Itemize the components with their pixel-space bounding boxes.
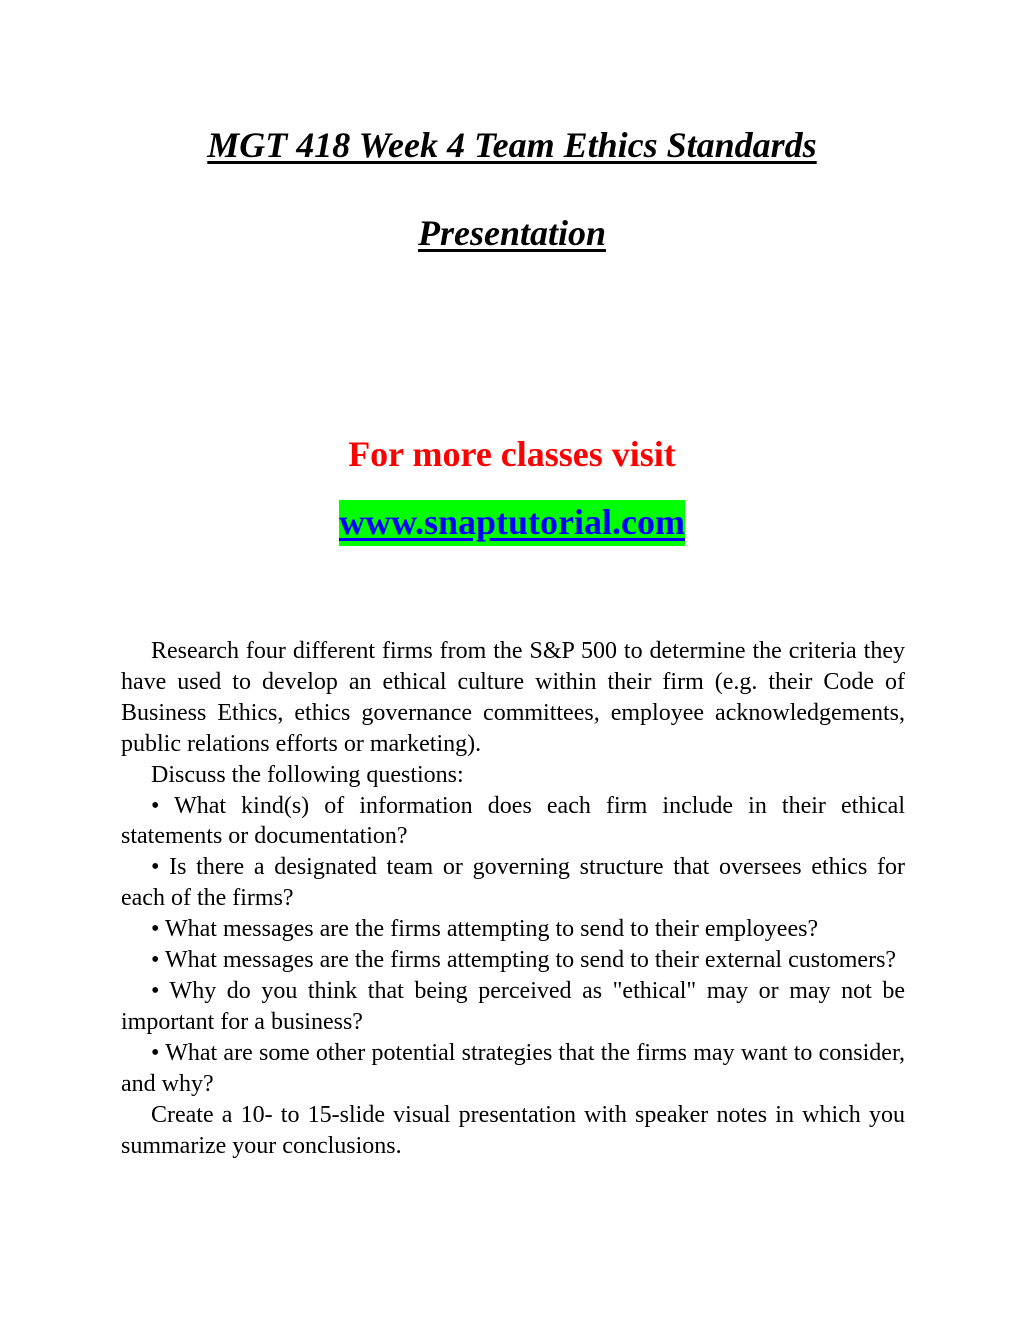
document-title-line-2: Presentation: [417, 213, 606, 253]
promo-text: For more classes visit: [348, 434, 676, 474]
question-item: • What kind(s) of information does each firm include in their ethical statements or documentation?: [121, 792, 905, 850]
assignment-body: [121, 636, 905, 1161]
paragraph-discuss: Discuss the following questions:: [151, 761, 464, 788]
question-item: • Why do you think that being perceived as "ethical" may or may not be important for a business?: [121, 977, 905, 1035]
paragraph-create: Create a 10- to 15-slide visual presentation with speaker notes in which you summarize your conclusions.: [121, 1101, 905, 1159]
paragraph-intro: Research four different firms from the S&P 500 to determine the criteria they have used to develop an ethical culture within their firm (e.g. their Code of Business Ethics, ethics governance committees, employee acknowledgements, public relations efforts or marketing).: [121, 638, 905, 757]
question-item: • What messages are the firms attempting to send to their employees?: [151, 916, 819, 943]
promo-link[interactable]: www.snaptutorial.com: [339, 500, 685, 546]
document-title-line-1: MGT 418 Week 4 Team Ethics Standards: [207, 125, 817, 165]
promo-link-container: [0, 500, 1024, 546]
question-item: • Is there a designated team or governing structure that oversees ethics for each of the firms?: [121, 854, 905, 912]
question-item: • What are some other potential strategies that the firms may want to consider, and why?: [121, 1039, 905, 1097]
question-item: • What messages are the firms attempting to send to their external customers?: [151, 947, 897, 974]
